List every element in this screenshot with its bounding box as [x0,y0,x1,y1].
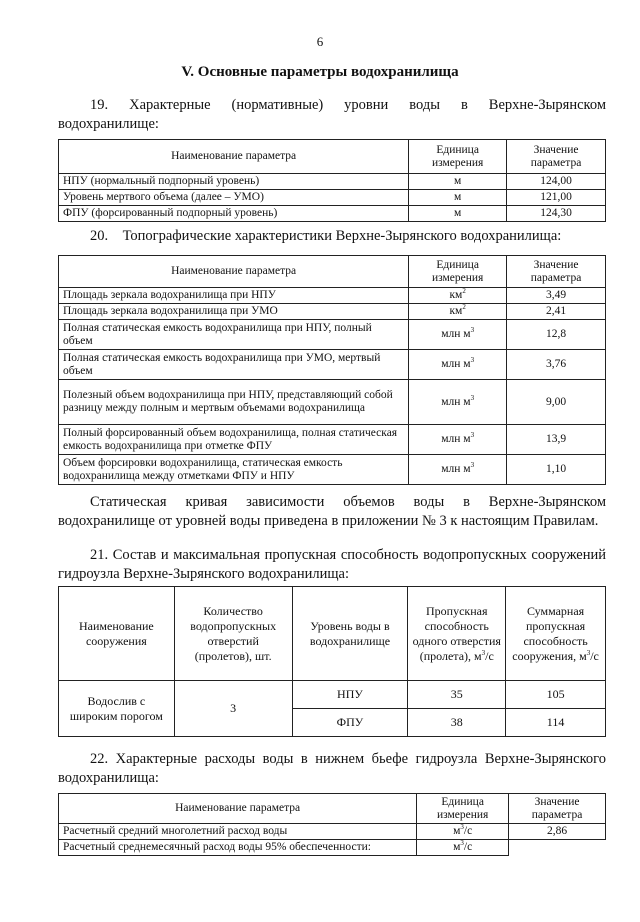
param-value: 1,10 [507,455,606,485]
capacity-value: 35 [408,681,506,709]
param-name: Объем форсировки водохранилища, статическая емкость водохранилища между отметками ФПУ и НПУ [59,455,409,485]
header-unit: Единица измерения [409,256,507,288]
param-value: 2,41 [507,304,606,320]
param-name: Расчетный среднемесячный расход воды 95% обеспеченности: [59,840,417,856]
param-unit: $м^3/с$ [417,824,509,840]
param-unit: $км^2$ [409,288,507,304]
opening-count: 3 [174,681,292,737]
param-unit: м [409,190,507,206]
paragraph-19 [58,96,606,134]
param-name: Полная статическая емкость водохранилища при НПУ, полный объем [59,320,409,350]
table-header-row [59,794,606,824]
param-unit: млн $м^3$ [409,380,507,425]
param-value: 121,00 [507,190,606,206]
param-unit: млн $м^3$ [409,455,507,485]
paragraph-20-text: Топографические характеристики Верхне-Зырянского водохранилища: [122,228,562,244]
table-row [59,455,606,485]
table-row [59,206,606,222]
paragraph-20-number: 20. [90,228,109,244]
paragraph-static-curve-text: Статическая кривая зависимости объемов воды в Верхне-Зырянском водохранилище от уровней воды приведена в приложении № 3 к настоящим Правилам. [58,494,606,529]
param-name: Площадь зеркала водохранилища при УМО [59,304,409,320]
page-number: 6 [316,34,324,49]
table-row [59,425,606,455]
table-row [59,320,606,350]
header-count: Количество водопропускных отверстий (пролетов), шт. [174,587,292,681]
paragraph-22 [58,750,606,788]
total-capacity-value: 114 [506,709,606,737]
table-row [59,174,606,190]
table-row [59,824,606,840]
param-unit: млн $м^3$ [409,425,507,455]
table-row [59,288,606,304]
param-unit: млн $м^3$ [409,350,507,380]
paragraph-22-text: 22. Характерные расходы воды в нижнем бьефе гидроузла Верхне-Зырянского водохранилища: [58,751,606,786]
table-row [59,681,606,709]
section-title: V. Основные параметры водохранилища [181,64,459,80]
param-unit: м [409,206,507,222]
param-value: 9,00 [507,380,606,425]
header-value: Значение параметра [507,256,606,288]
param-unit: $м^3/с$ [417,840,509,856]
table-row [59,350,606,380]
header-structure: Наименование сооружения [59,587,175,681]
table-header-row [59,256,606,288]
param-name: Полная статическая емкость водохранилища при УМО, мертвый объем [59,350,409,380]
table-flow-rates [58,793,606,856]
paragraph-19-text: 19. Характерные (нормативные) уровни воды в Верхне-Зырянском водохранилище: [58,97,606,132]
water-level: ФПУ [292,709,408,737]
header-name: Наименование параметра [59,794,417,824]
header-total-capacity: Суммарная пропускная способность сооружения, $м^3/с$ [506,587,606,681]
header-name: Наименование параметра [59,256,409,288]
param-name: Уровень мертвого объема (далее – УМО) [59,190,409,206]
table-header-row [59,140,606,174]
table-row [59,304,606,320]
param-name: НПУ (нормальный подпорный уровень) [59,174,409,190]
param-name: ФПУ (форсированный подпорный уровень) [59,206,409,222]
water-level: НПУ [292,681,408,709]
table-spillway [58,586,606,737]
param-unit: млн $м^3$ [409,320,507,350]
table-water-levels [58,139,606,222]
param-value: 12,8 [507,320,606,350]
param-value: 124,30 [507,206,606,222]
header-unit: Единица измерения [409,140,507,174]
header-value: Значение параметра [507,140,606,174]
param-value: 13,9 [507,425,606,455]
paragraph-21-text: 21. Состав и максимальная пропускная способность водопропускных сооружений гидроузла Верхне-Зырянского водохранилища: [58,547,606,582]
param-value: 124,00 [507,174,606,190]
param-name: Полезный объем водохранилища при НПУ, представляющий собой разницу между полным и мертвым объемами водохранилища [59,380,409,425]
table-row [59,190,606,206]
capacity-value: 38 [408,709,506,737]
header-unit: Единица измерения [417,794,509,824]
paragraph-21 [58,546,606,584]
param-unit: м [409,174,507,190]
total-capacity-value: 105 [506,681,606,709]
header-capacity: Пропускная способность одного отверстия (пролета), $м^3/с$ [408,587,506,681]
table-row [59,380,606,425]
param-value: 2,86 [509,824,606,840]
header-name: Наименование параметра [59,140,409,174]
header-value: Значение параметра [509,794,606,824]
table-header-row [59,587,606,681]
param-value: 3,76 [507,350,606,380]
table-topographic [58,255,606,485]
paragraph-20 [58,227,606,246]
param-value: 3,49 [507,288,606,304]
structure-name: Водослив с широким порогом [59,681,175,737]
param-unit: $км^2$ [409,304,507,320]
header-level: Уровень воды в водохранилище [292,587,408,681]
param-name: Расчетный средний многолетний расход воды [59,824,417,840]
param-name: Полный форсированный объем водохранилища, полная статическая емкость водохранилища при отметке ФПУ [59,425,409,455]
param-value [509,840,606,856]
param-name: Площадь зеркала водохранилища при НПУ [59,288,409,304]
paragraph-static-curve [58,493,606,531]
table-row [59,840,606,856]
